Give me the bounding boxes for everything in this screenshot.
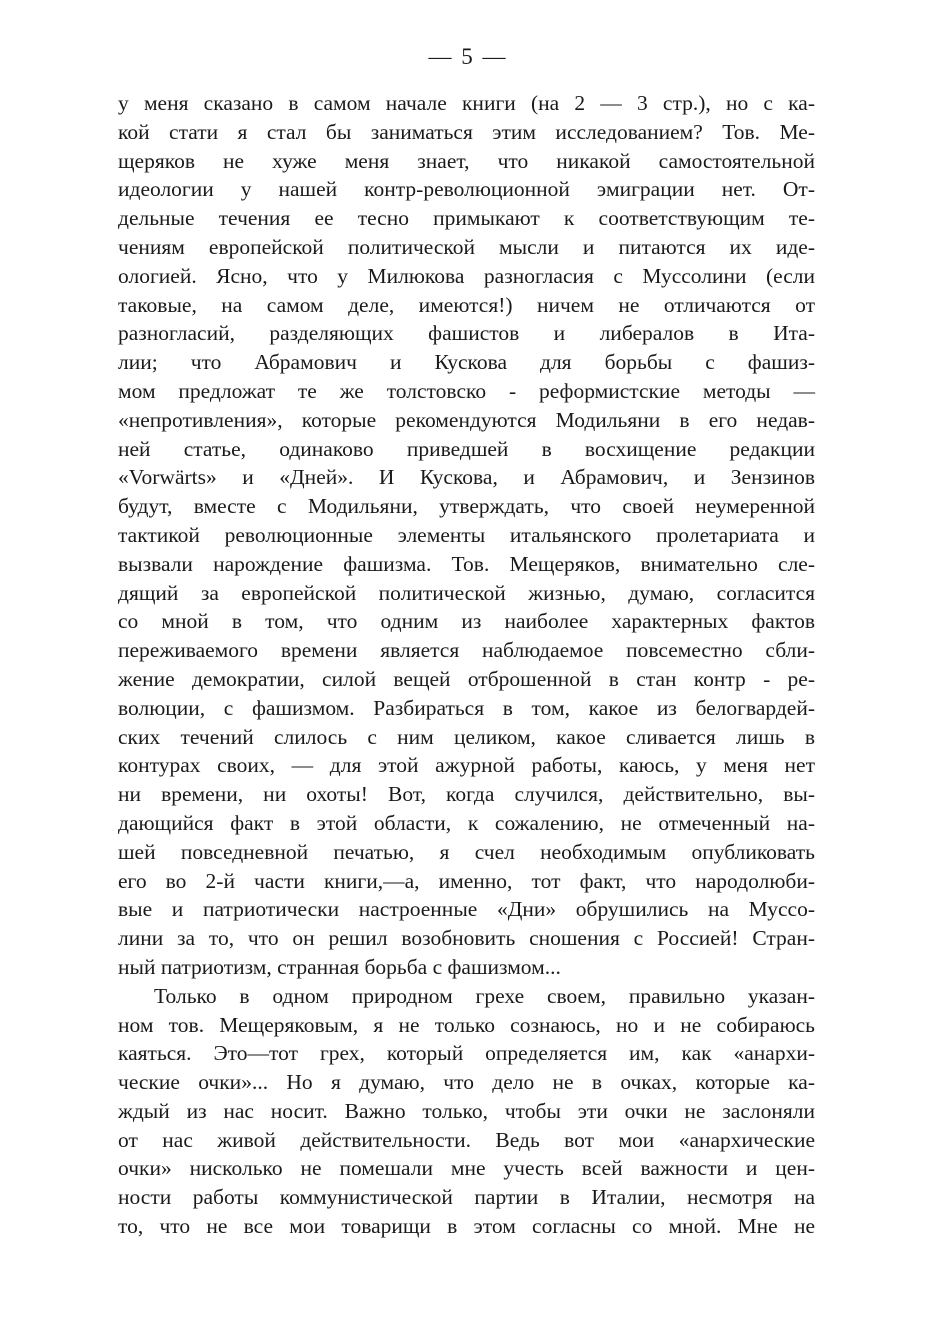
text-line: «Vorwärts» и «Дней». И Кускова, и Абрамович, и Зензинов	[118, 465, 815, 490]
text-line: лии; что Абрамович и Кускова для борьбы с фашиз-	[118, 350, 815, 375]
text-line: очки» нисколько не помешали мне учесть всей важности и цен-	[118, 1156, 815, 1181]
text-line: будут, вместе с Модильяни, утверждать, что своей неумеренной	[118, 494, 815, 519]
text-line: ологией. Ясно, что у Милюкова разногласия с Муссолини (если	[118, 263, 815, 288]
text-line: волюции, с фашизмом. Разбираться в том, какое из белогвардей-	[118, 695, 815, 720]
text-line: Только в одном природном грехе своем, правильно указан-	[154, 983, 815, 1008]
text-line: у меня сказано в самом начале книги (на 2 — 3 стр.), но с ка-	[118, 91, 815, 115]
text-line: вызвали нарождение фашизма. Тов. Мещеряков, внимательно сле-	[118, 551, 815, 576]
text-line: шей повседневной печатью, я счел необходимым опубликовать	[118, 839, 815, 864]
text-line: ских течений слилось с ним целиком, какое сливается лишь в	[118, 724, 815, 749]
text-line: его во 2-й части книги,—а, именно, тот факт, что народолюби-	[118, 868, 815, 893]
text-line: жение демократии, силой вещей отброшенной в стан контр - ре-	[118, 666, 815, 691]
text-line: от нас живой действительности. Ведь вот мои «анархические	[118, 1127, 815, 1152]
text-line: ности работы коммунистической партии в Италии, несмотря на	[118, 1185, 815, 1210]
text-line: дающийся факт в этой области, к сожалению, не отмеченный на-	[118, 810, 815, 835]
text-line: дящий за европейской политической жизнью, думаю, согласится	[118, 580, 815, 605]
text-line: «непротивления», которые рекомендуются Модильяни в его недав-	[118, 407, 815, 432]
text-line: каяться. Это—тот грех, который определяется им, как «анархи-	[118, 1041, 815, 1066]
text-line: дельные течения ее тесно примыкают к соответствующим те-	[118, 206, 815, 231]
text-line: таковые, на самом деле, имеются!) ничем не отличаются от	[118, 292, 815, 317]
text-line: тактикой революционные элементы итальянского пролетариата и	[118, 522, 815, 547]
text-line: разногласий, разделяющих фашистов и либералов в Ита-	[118, 321, 815, 346]
text-line: ней статье, одинаково приведшей в восхищение редакции	[118, 436, 815, 461]
text-line: ждый из нас носит. Важно только, чтобы эти очки не заслоняли	[118, 1098, 815, 1123]
text-line: лини за то, что он решил возобновить сношения с Россией! Стран-	[118, 926, 815, 951]
body-text	[118, 89, 815, 1241]
text-line: щеряков не хуже меня знает, что никакой самостоятельной	[118, 148, 815, 173]
page-number: — 5 —	[428, 44, 508, 69]
text-line: чениям европейской политической мысли и питаются их иде-	[118, 234, 815, 259]
text-line: ческие очки»... Но я думаю, что дело не в очках, которые ка-	[118, 1070, 815, 1095]
paragraph-2	[118, 982, 815, 1241]
text-line: кой стати я стал бы заниматься этим исследованием? Тов. Ме-	[118, 119, 815, 144]
text-line: со мной в том, что одним из наиболее характерных фактов	[118, 609, 815, 634]
text-line: ный патриотизм, странная борьба с фашизмом...	[118, 954, 561, 979]
text-line: мом предложат те же толстовско - реформистские методы —	[118, 378, 815, 403]
text-line: ни времени, ни охоты! Вот, когда случился, действительно, вы-	[118, 782, 815, 807]
text-line: переживаемого времени является наблюдаемое повсеместно сбли-	[118, 638, 815, 663]
text-line: контурах своих, — для этой ажурной работы, каюсь, у меня нет	[118, 753, 815, 778]
text-line: ном тов. Мещеряковым, я не только сознаюсь, но и не собираюсь	[118, 1012, 815, 1037]
text-line: то, что не все мои товарищи в этом согласны со мной. Мне не	[118, 1214, 815, 1239]
paragraph-1	[118, 89, 815, 982]
text-line: идеологии у нашей контр-революционной эмиграции нет. От-	[118, 177, 815, 202]
text-line: вые и патриотически настроенные «Дни» обрушились на Муссо-	[118, 897, 815, 922]
